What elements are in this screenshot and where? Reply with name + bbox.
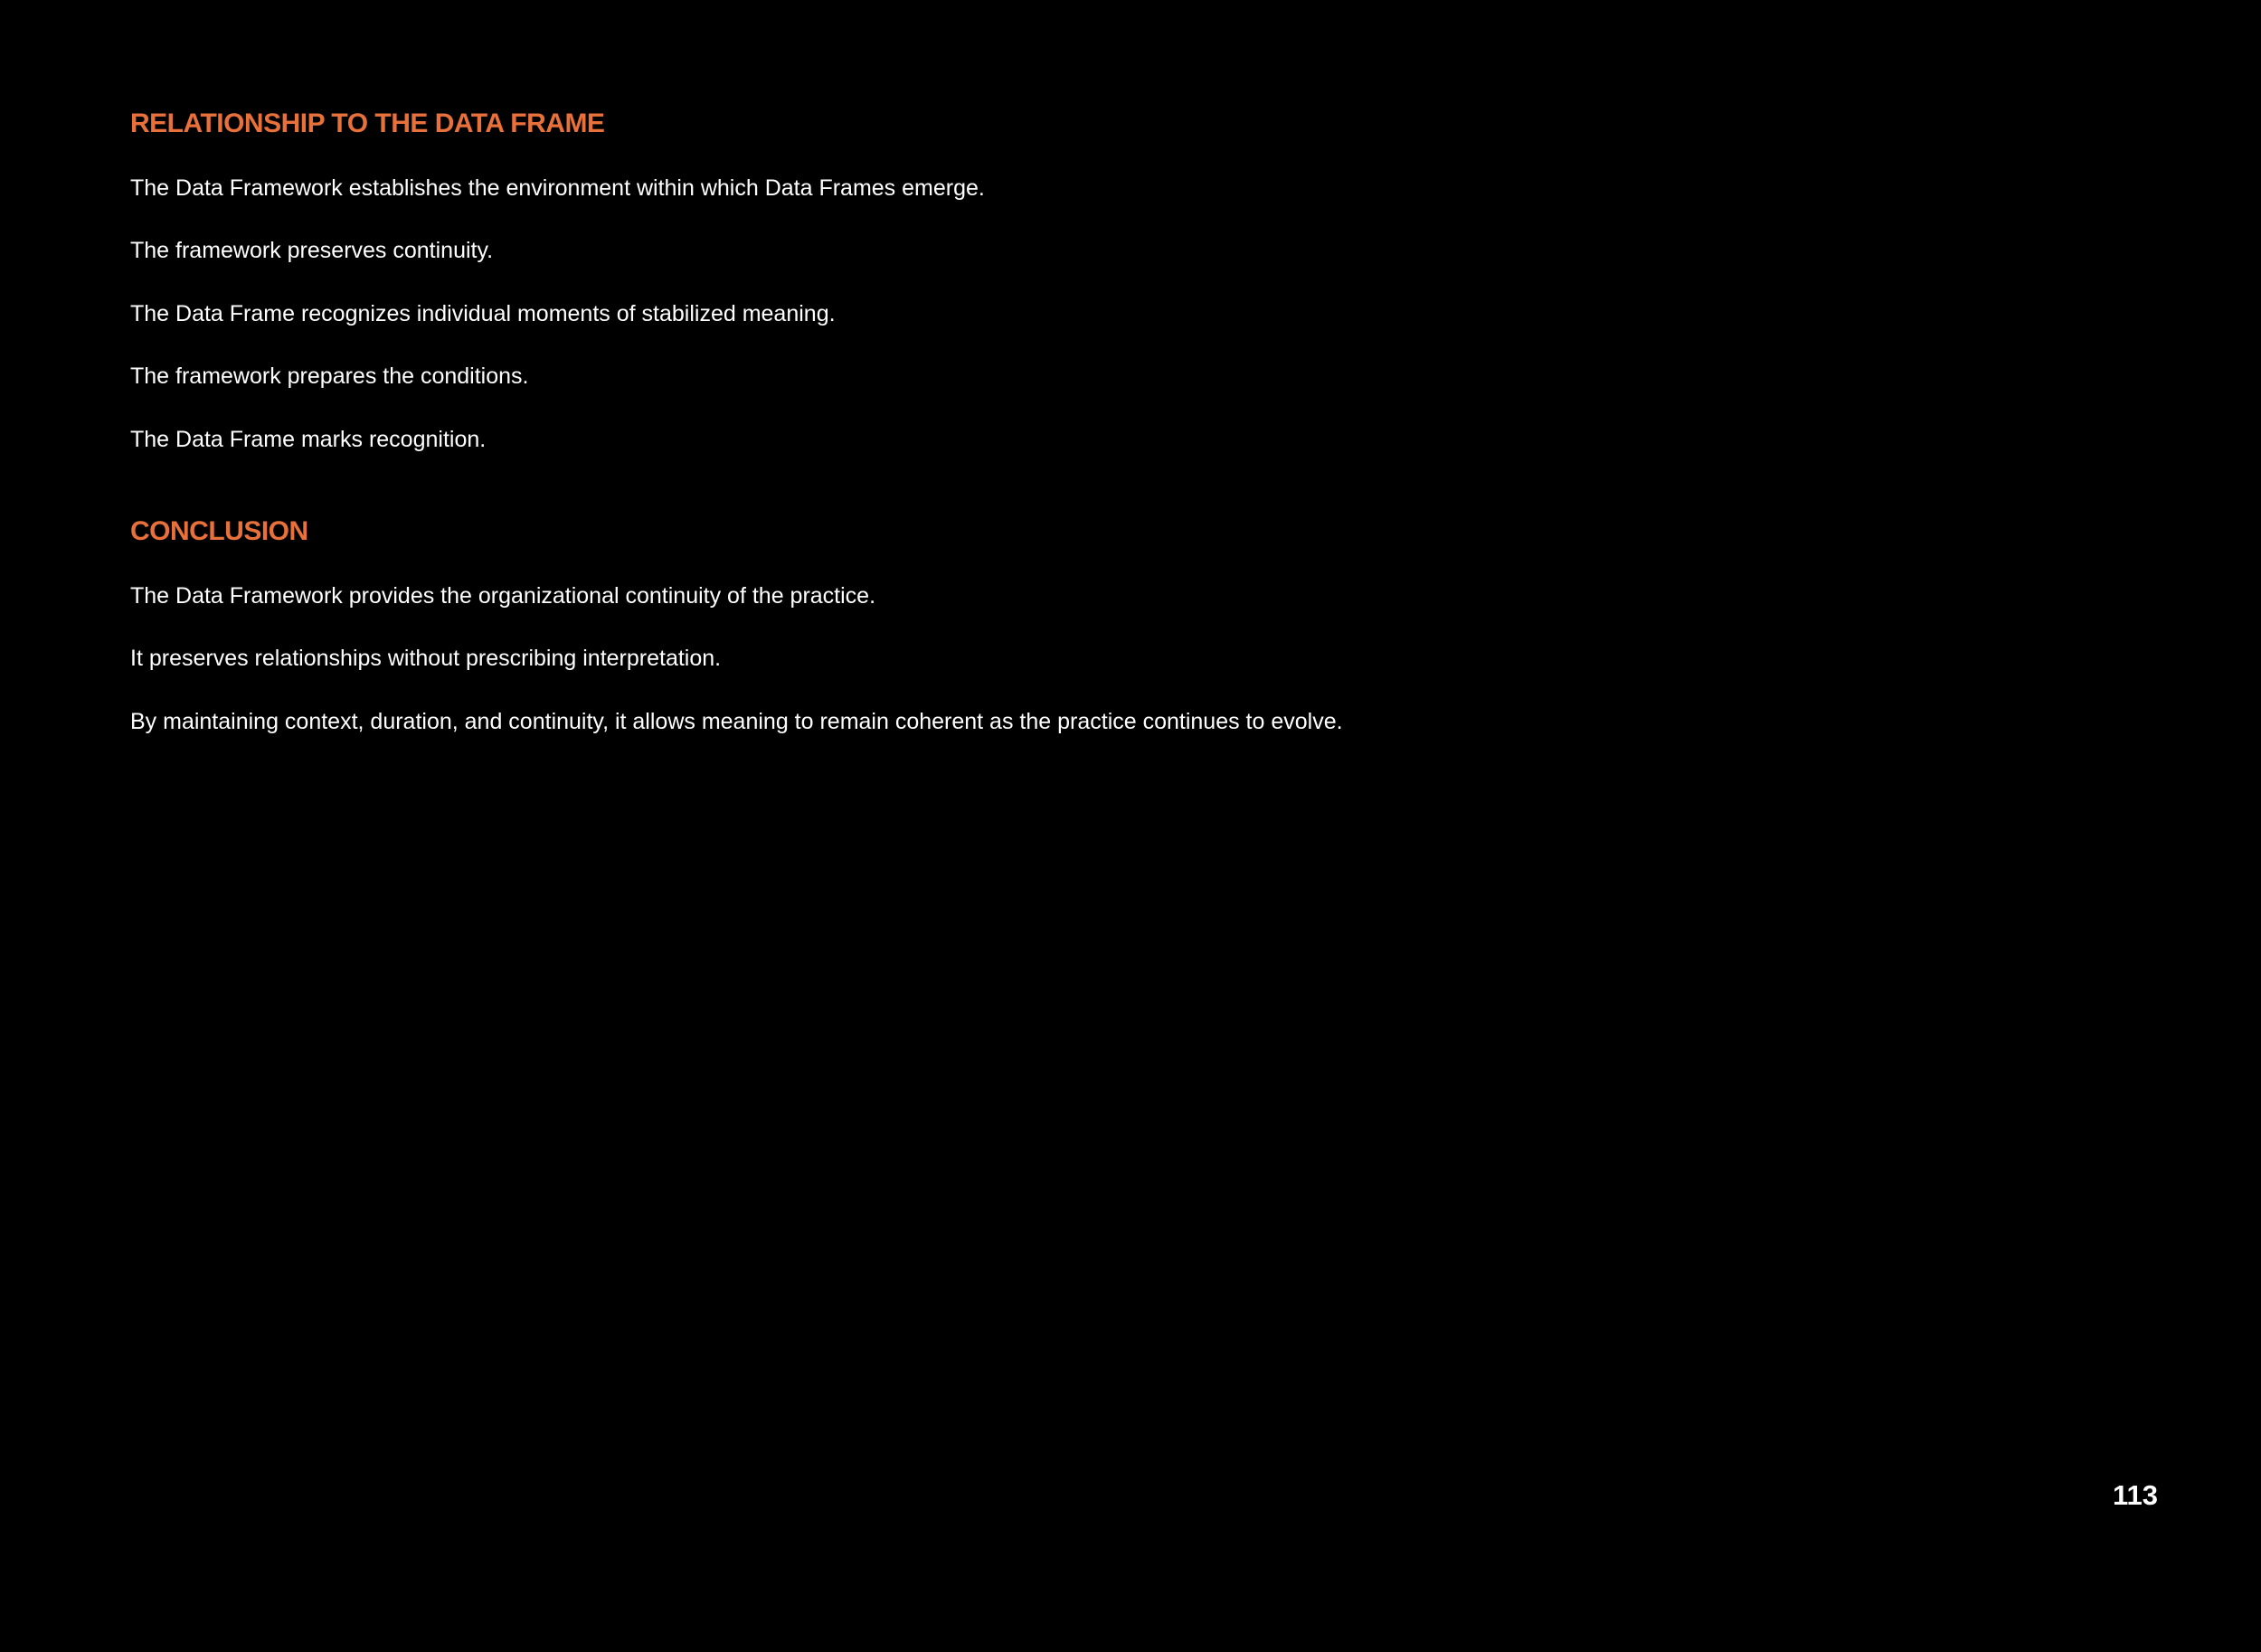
section-heading-conclusion: CONCLUSION: [130, 516, 308, 546]
paragraph: The framework prepares the conditions.: [130, 363, 529, 389]
paragraph: It preserves relationships without prescribing interpretation.: [130, 646, 722, 671]
paragraph: The framework preserves continuity.: [130, 238, 494, 263]
paragraph: The Data Frame marks recognition.: [130, 427, 487, 452]
paragraph: The Data Frame recognizes individual moments of stabilized meaning.: [130, 301, 836, 326]
section-heading-relationship: RELATIONSHIP TO THE DATA FRAME: [130, 109, 605, 138]
paragraph: By maintaining context, duration, and continuity, it allows meaning to remain coherent as the practice continues to evolve.: [130, 709, 1343, 734]
paragraph: The Data Framework provides the organizational continuity of the practice.: [130, 583, 876, 609]
page-number: 113: [2112, 1479, 2158, 1511]
paragraph: The Data Framework establishes the environment within which Data Frames emerge.: [130, 175, 985, 201]
